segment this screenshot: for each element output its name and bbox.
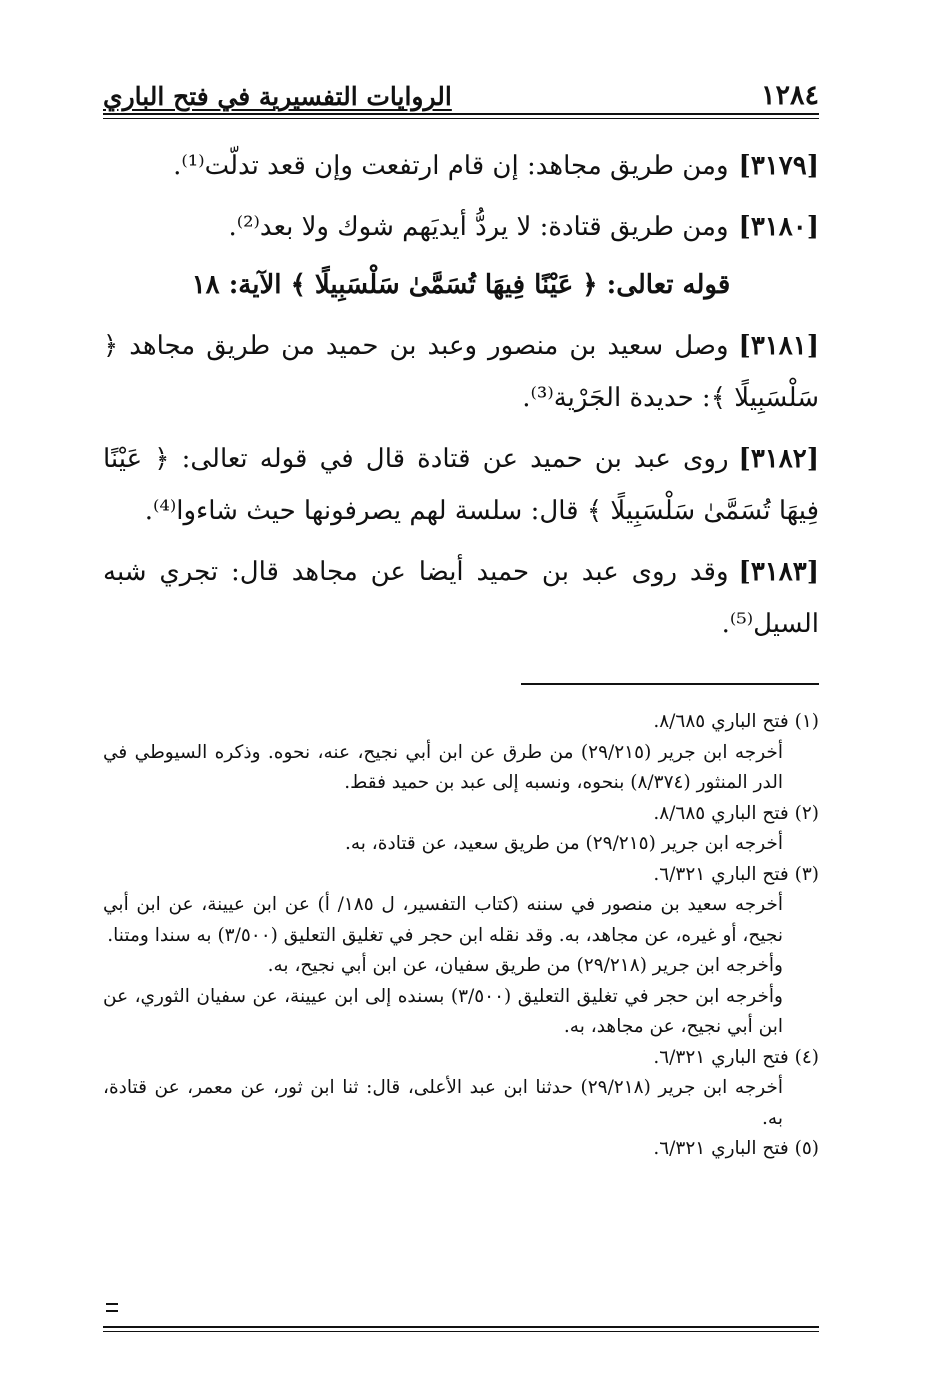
footer-rule — [103, 1326, 819, 1328]
running-title: الروايات التفسيرية في فتح الباري — [103, 82, 452, 111]
entry-text: ومن طريق مجاهد: إن قام ارتفعت وإن قعد تدلّت⁽¹⁾. — [173, 151, 729, 181]
footnote-4: (٤) فتح الباري ٦/٣٢١. — [653, 1046, 819, 1068]
entry-text: ومن طريق قتادة: لا يردُّ أيديَهم شوك ولا بعد⁽²⁾. — [228, 212, 729, 242]
paragraph-3182 — [103, 433, 819, 537]
paragraph-3180 — [103, 201, 819, 253]
entry-text: روى عبد بن حميد عن قتادة قال في قوله تعالى: ﴿ عَيْنًا فِيهَا تُسَمَّىٰ سَلْسَبِيلًا ﴾ قال: سلسة لهم يصرفونها حيث شاءوا⁽⁴⁾. — [103, 444, 819, 526]
entry-number: [٣١٨٠] — [738, 212, 819, 242]
entry-text: وقد روى عبد بن حميد أيضا عن مجاهد قال: تجري شبه السيل⁽⁵⁾. — [103, 557, 819, 639]
page-number: ١٢٨٤ — [760, 80, 819, 111]
footnote-2-body: أخرجه ابن جرير (٢٩/٢١٥) من طريق سعيد، عن قتادة، به. — [344, 833, 783, 854]
header-rule-thin — [103, 118, 819, 119]
footnote-1: (١) فتح الباري ٨/٦٨٥. — [653, 711, 819, 732]
footnote-3-body-2: وأخرجه ابن جرير (٢٩/٢١٨) من طريق سفيان، عن ابن أبي نجيح، به. — [267, 955, 783, 976]
footnote-5: (٥) فتح الباري ٦/٣٢١. — [653, 1138, 819, 1159]
main-text — [103, 140, 819, 650]
footnote-4-body: أخرجه ابن جرير (٢٩/٢١٨) حدثنا ابن عبد الأعلى، قال: ثنا ابن ثور، عن معمر، عن قتادة، به. — [103, 1077, 784, 1129]
entry-number: [٣١٨٢] — [738, 444, 819, 474]
footnote-3-body: أخرجه سعيد بن منصور في سننه (كتاب التفسير، ل ١٨٥/ أ) عن ابن عيينة، عن ابن أبي نجيح، أو غيره، عن مجاهد، به. وقد نقله ابن حجر في تغليق التعليق (٣/٥٠٠) به سندا ومتنا. — [103, 894, 783, 946]
continuation-mark — [106, 1303, 118, 1312]
footnote-2: (٢) فتح الباري ٨/٦٨٥. — [653, 802, 819, 824]
header-rule — [103, 113, 819, 115]
footnote-3-body-3: وأخرجه ابن حجر في تغليق التعليق (٣/٥٠٠) بسنده إلى ابن عيينة، عن سفيان الثوري، عن ابن أبي نجيح، عن مجاهد، به. — [103, 985, 783, 1037]
paragraph-3181 — [103, 320, 819, 424]
verse-heading: قوله تعالى: ﴿ عَيْنًا فِيهَا تُسَمَّىٰ سَلْسَبِيلًا ﴾ الآية: ١٨ — [191, 270, 731, 300]
entry-number: [٣١٧٩] — [738, 151, 819, 181]
entry-number: [٣١٨٣] — [738, 557, 819, 587]
footer-rule-thin — [103, 1331, 819, 1332]
paragraph-3179 — [103, 140, 819, 192]
entry-text: وصل سعيد بن منصور وعبد بن حميد من طريق مجاهد ﴿ سَلْسَبِيلًا ﴾: حديدة الجَرْية⁽³⁾. — [103, 331, 819, 413]
entry-number: [٣١٨١] — [738, 331, 819, 361]
footnotes — [103, 707, 819, 1165]
paragraph-3183 — [103, 546, 819, 650]
footnote-1-body: أخرجه ابن جرير (٢٩/٢١٥) من طرق عن ابن أبي نجيح، عنه، نحوه. وذكره السيوطي في الدر المنثور (٨/٣٧٤) بنحوه، ونسبه إلى عبد بن حميد فقط. — [103, 741, 783, 793]
footnote-separator — [521, 683, 819, 685]
footnote-3: (٣) فتح الباري ٦/٣٢١. — [653, 863, 819, 885]
